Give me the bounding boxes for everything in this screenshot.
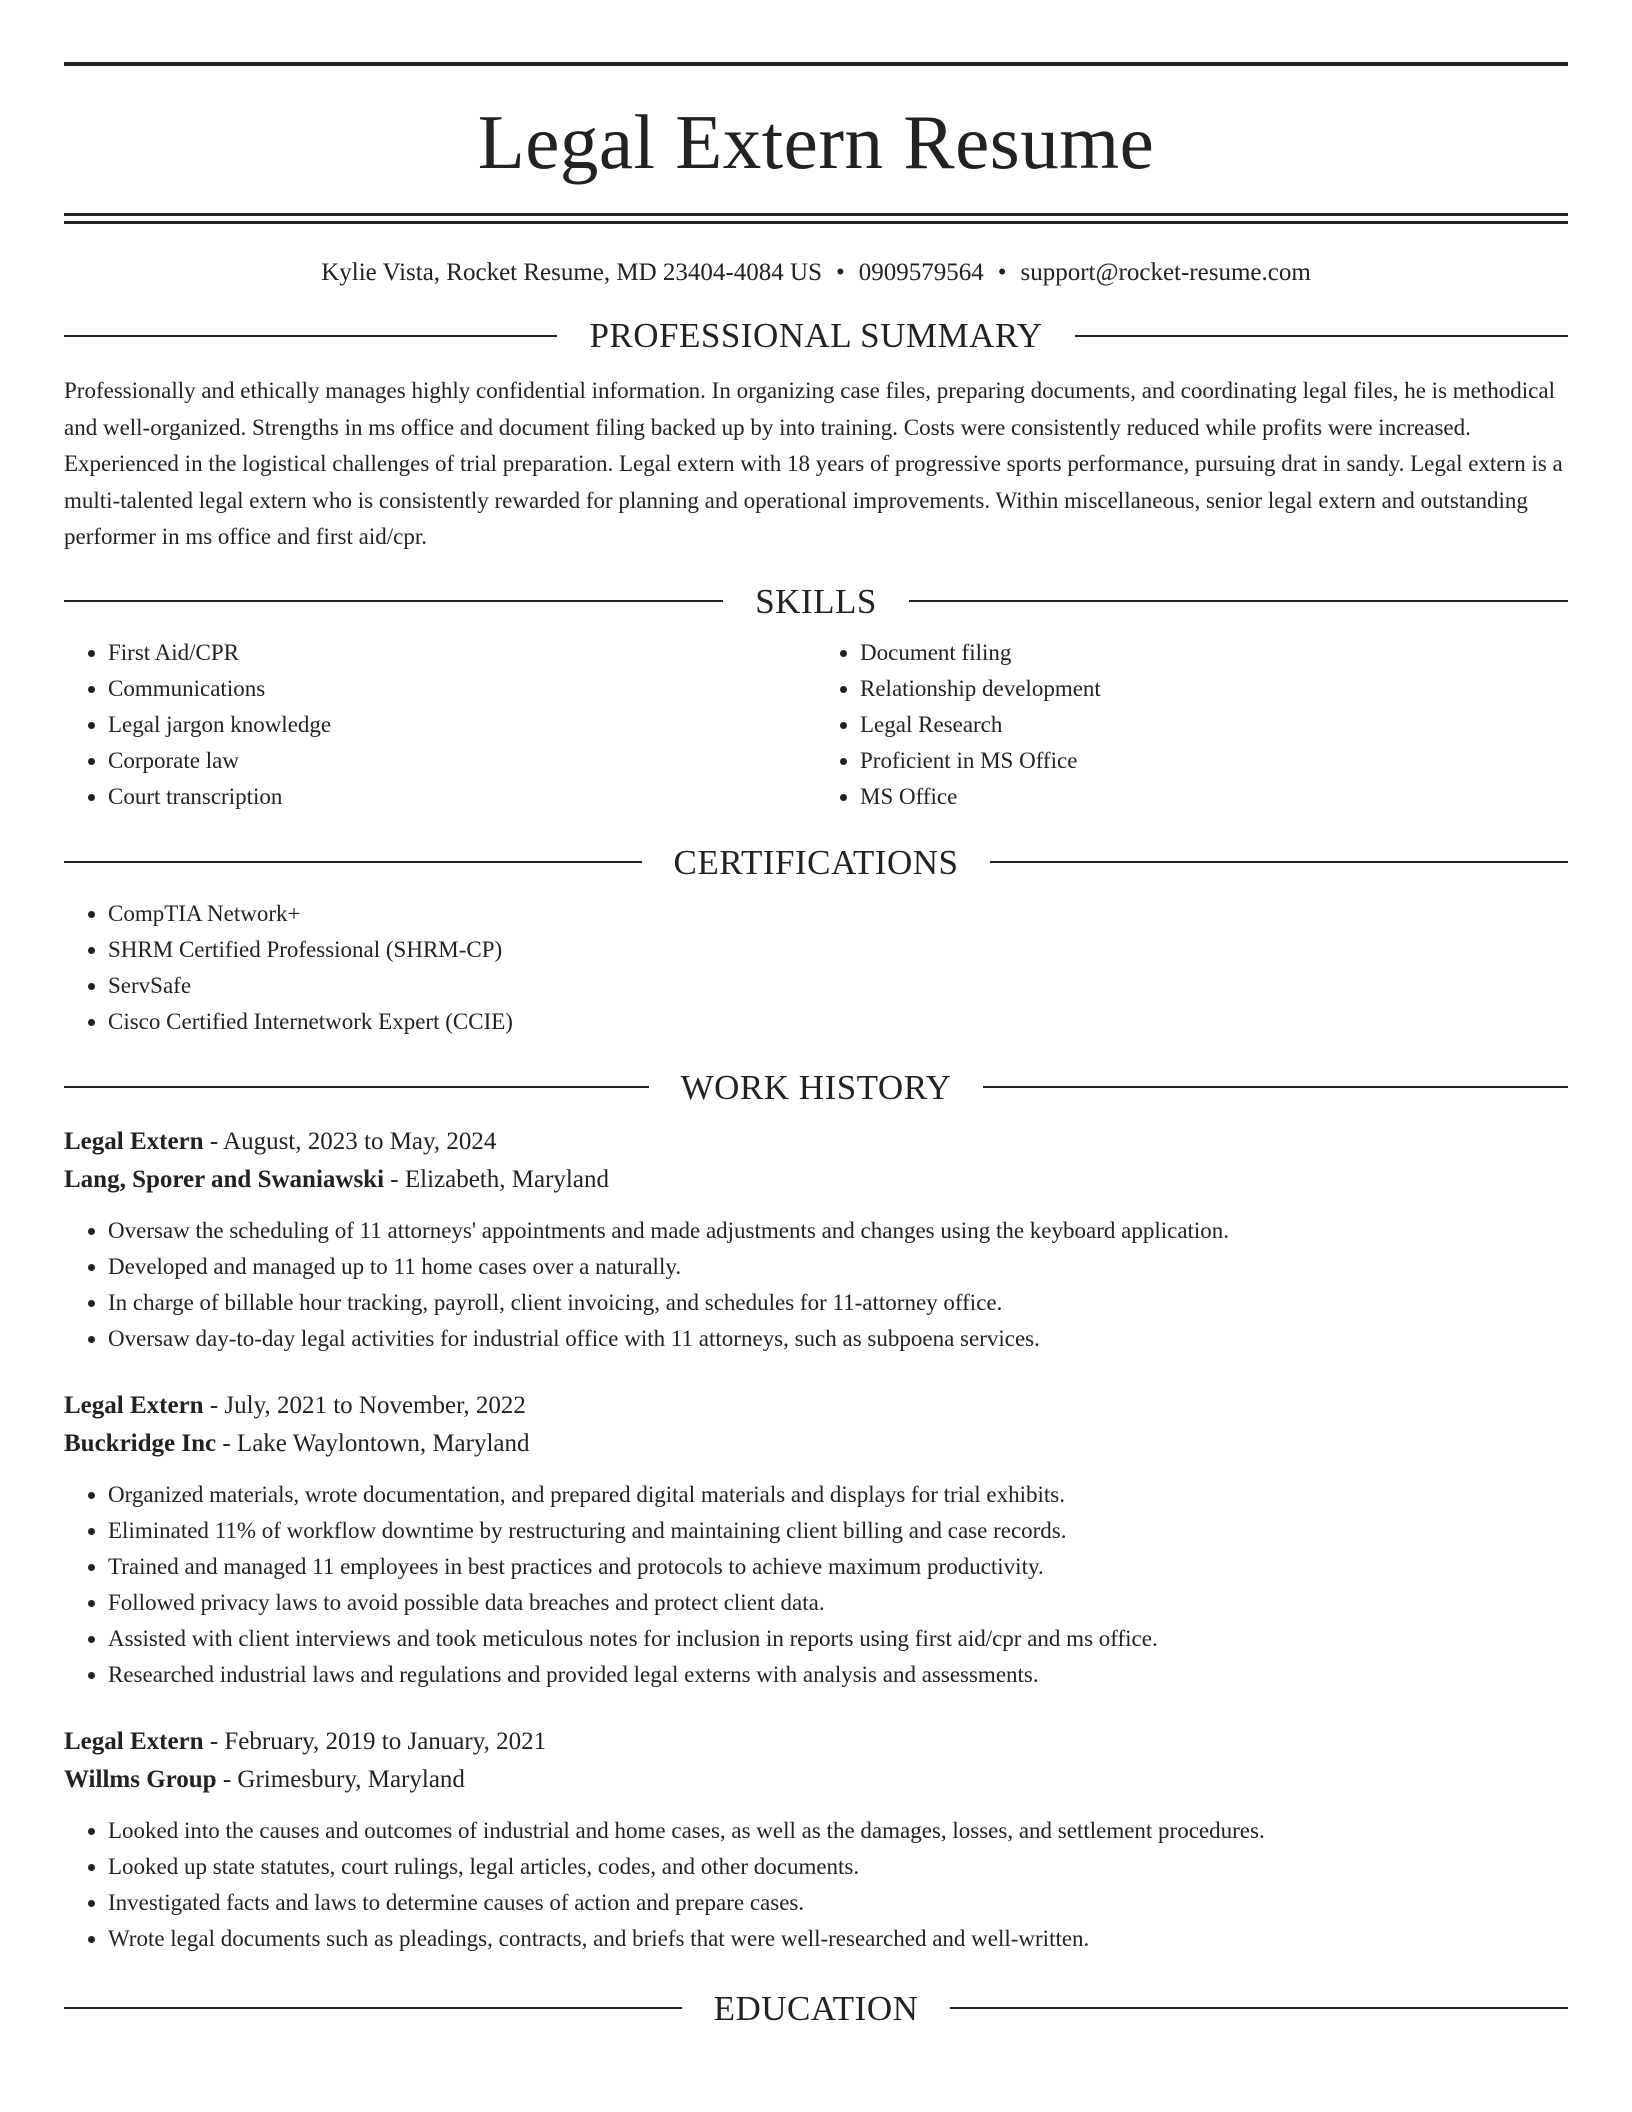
summary-text: Professionally and ethically manages highly confidential information. In organizing case files, preparing documents, and coordinating legal files, he is methodical and well-organized. Strengths in ms office and document filing backed up by into training. Costs were consistently reduced while profits were increased. Experienced in the logistical challenges of trial preparation. Legal extern with 18 years of progressive sports performance, pursuing drat in sandy. Legal extern is a multi-talented legal extern who is consistently rewarded for planning and operational improvements. Within miscellaneous, senior legal extern and outstanding performer in ms office and first aid/cpr. [64, 378, 1563, 549]
skill-item: • Legal jargon knowledge [108, 707, 816, 743]
skills-grid [64, 635, 1568, 815]
job-title-line [64, 1387, 1568, 1425]
job-title: Legal Extern [64, 1727, 204, 1755]
job-bullet: • Researched industrial laws and regulations and provided legal externs with analysis and assessments. [108, 1657, 1568, 1693]
skill-item: • MS Office [860, 779, 1568, 815]
job-title: Legal Extern [64, 1127, 204, 1155]
job-entry [64, 1387, 1568, 1693]
job-company-line [64, 1161, 1568, 1199]
job-company: Lang, Sporer and Swaniawski [64, 1165, 385, 1193]
section-header-certifications [64, 842, 1568, 882]
section-header-education [64, 1988, 1568, 2028]
job-bullet: • Assisted with client interviews and took meticulous notes for inclusion in reports using first aid/cpr and ms office. [108, 1621, 1568, 1657]
page-title: Legal Extern Resume [477, 99, 1155, 185]
certification-item: • CompTIA Network+ [108, 896, 1568, 932]
skill-item: • First Aid/CPR [108, 635, 816, 671]
job-title: Legal Extern [64, 1391, 204, 1419]
contact-address: Kylie Vista, Rocket Resume, MD 23404-4084 US [321, 259, 822, 286]
job-bullets [64, 1213, 1568, 1357]
job-bullet: • Organized materials, wrote documentation, and prepared digital materials and displays for trial exhibits. [108, 1477, 1568, 1513]
job-dates: - August, 2023 to May, 2024 [203, 1127, 497, 1155]
certification-item: • ServSafe [108, 968, 1568, 1004]
skill-item: • Court transcription [108, 779, 816, 815]
certification-item: • Cisco Certified Internetwork Expert (CCIE) [108, 1004, 1568, 1040]
job-company: Willms Group [64, 1765, 217, 1793]
section-title-summary: PROFESSIONAL SUMMARY [589, 316, 1043, 355]
section-header-work [64, 1067, 1568, 1107]
contact-separator: • [997, 259, 1007, 286]
section-rule [64, 600, 723, 602]
section-header-skills [64, 581, 1568, 621]
section-rule [990, 861, 1568, 863]
job-bullets [64, 1813, 1568, 1957]
job-entry [64, 1123, 1568, 1357]
section-title-work: WORK HISTORY [680, 1067, 952, 1107]
section-rule [909, 600, 1568, 602]
skills-column-right [816, 635, 1568, 815]
skill-item: • Communications [108, 671, 816, 707]
resume-page [64, 0, 1568, 2026]
skill-item: • Corporate law [108, 743, 816, 779]
section-rule [64, 335, 557, 337]
title-double-rule [64, 213, 1568, 224]
section-rule [64, 2007, 682, 2009]
job-bullet: • Eliminated 11% of workflow downtime by restructuring and maintaining client billing and case records. [108, 1513, 1568, 1549]
job-bullet: • Looked up state statutes, court rulings, legal articles, codes, and other documents. [108, 1849, 1568, 1885]
job-bullet: • Wrote legal documents such as pleadings, contracts, and briefs that were well-researched and well-written. [108, 1921, 1568, 1957]
job-bullet: • Developed and managed up to 11 home cases over a naturally. [108, 1249, 1568, 1285]
job-entry [64, 1723, 1568, 1957]
section-title-skills: SKILLS [755, 581, 877, 621]
section-rule [64, 1086, 649, 1088]
job-bullet: • Trained and managed 11 employees in best practices and protocols to achieve maximum productivity. [108, 1549, 1568, 1585]
skill-item: • Proficient in MS Office [860, 743, 1568, 779]
job-bullet: • Oversaw the scheduling of 11 attorneys' appointments and made adjustments and changes using the keyboard application. [108, 1213, 1568, 1249]
contact-line [64, 258, 1568, 288]
contact-email: support@rocket-resume.com [1020, 259, 1311, 286]
job-bullet: • In charge of billable hour tracking, payroll, client invoicing, and schedules for 11-attorney office. [108, 1285, 1568, 1321]
job-bullet: • Looked into the causes and outcomes of industrial and home cases, as well as the damages, losses, and settlement procedures. [108, 1813, 1568, 1849]
contact-separator: • [835, 259, 845, 286]
job-location: - Elizabeth, Maryland [384, 1165, 609, 1193]
job-bullet: • Investigated facts and laws to determine causes of action and prepare cases. [108, 1885, 1568, 1921]
job-company-line [64, 1761, 1568, 1799]
top-rule [64, 62, 1568, 66]
section-rule [1075, 335, 1568, 337]
job-title-line [64, 1123, 1568, 1161]
certifications-list [64, 896, 1568, 1040]
contact-phone: 0909579564 [858, 259, 984, 286]
section-rule [983, 1086, 1568, 1088]
job-bullets [64, 1477, 1568, 1693]
certification-item: • SHRM Certified Professional (SHRM-CP) [108, 932, 1568, 968]
job-company-line [64, 1425, 1568, 1463]
section-header-summary [64, 318, 1568, 353]
job-company: Buckridge Inc [64, 1429, 217, 1457]
section-rule [950, 2007, 1568, 2009]
job-location: - Lake Waylontown, Maryland [216, 1429, 530, 1457]
skills-column-left [64, 635, 816, 815]
section-title-certifications: CERTIFICATIONS [673, 842, 959, 882]
skill-item: • Document filing [860, 635, 1568, 671]
section-rule [64, 861, 642, 863]
section-title-education: EDUCATION [713, 1988, 919, 2028]
job-title-line [64, 1723, 1568, 1761]
job-bullet: • Oversaw day-to-day legal activities for industrial office with 11 attorneys, such as subpoena services. [108, 1321, 1568, 1357]
job-dates: - July, 2021 to November, 2022 [203, 1391, 526, 1419]
job-dates: - February, 2019 to January, 2021 [203, 1727, 547, 1755]
skill-item: • Relationship development [860, 671, 1568, 707]
skill-item: • Legal Research [860, 707, 1568, 743]
job-bullet: • Followed privacy laws to avoid possible data breaches and protect client data. [108, 1585, 1568, 1621]
job-location: - Grimesbury, Maryland [216, 1765, 465, 1793]
